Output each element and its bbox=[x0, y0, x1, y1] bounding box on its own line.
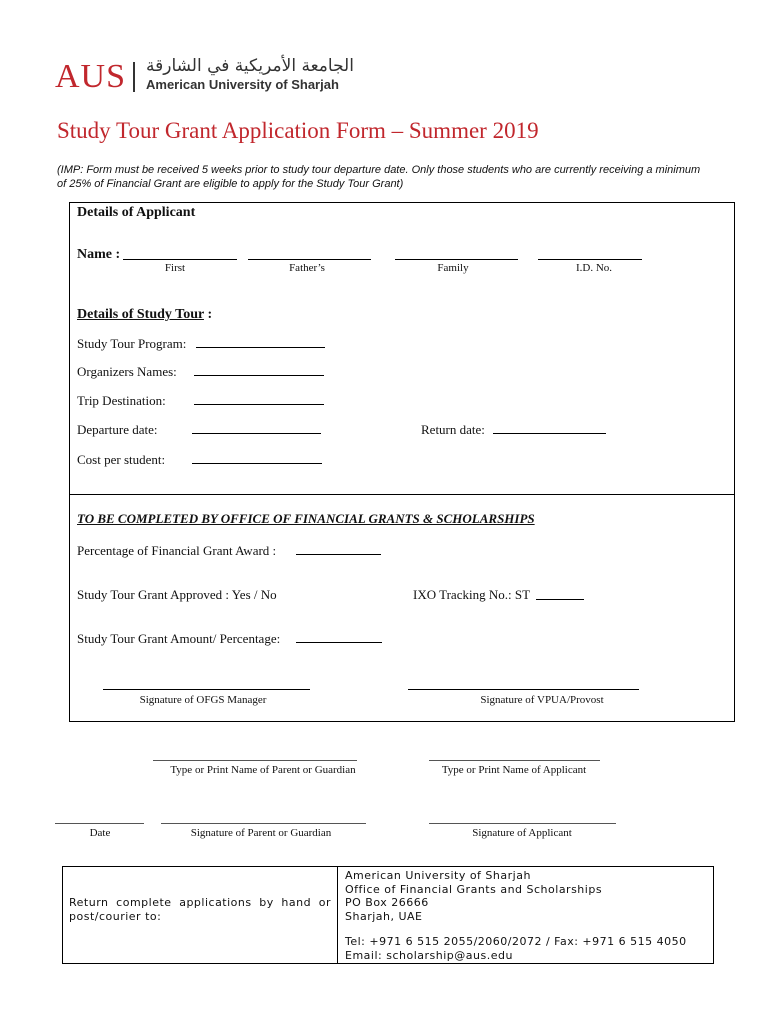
return-instruction: Return complete applications by hand or post/courier to: bbox=[69, 896, 331, 923]
applicant-name-line[interactable] bbox=[429, 760, 600, 761]
logo-divider bbox=[133, 62, 135, 92]
name-label: Name : bbox=[77, 247, 121, 262]
id-caption: I.D. No. bbox=[575, 262, 613, 274]
organizers-field[interactable] bbox=[194, 375, 324, 376]
cost-field[interactable] bbox=[192, 463, 322, 464]
fathers-name-field[interactable] bbox=[248, 259, 371, 260]
address-line-1: American University of Sharjah bbox=[345, 869, 531, 882]
address-block bbox=[345, 869, 602, 923]
office-box bbox=[69, 494, 735, 722]
logo-arabic-name: الجامعة الأمريكية في الشارقة bbox=[146, 56, 354, 76]
address-line-4: Sharjah, UAE bbox=[345, 909, 423, 923]
destination-field[interactable] bbox=[194, 404, 324, 405]
tour-heading bbox=[77, 307, 212, 323]
amount-label: Study Tour Grant Amount/ Percentage: bbox=[77, 631, 281, 646]
tel-fax: Tel: +971 6 515 2055/2060/2072 / Fax: +971 6 515 4050 bbox=[345, 935, 687, 948]
return-field[interactable] bbox=[493, 433, 606, 434]
fathers-caption: Father’s bbox=[289, 262, 325, 274]
office-heading: TO BE COMPLETED BY OFFICE OF FINANCIAL GRANTS & SCHOLARSHIPS bbox=[77, 511, 535, 526]
applicant-signature-line[interactable] bbox=[429, 823, 616, 824]
family-name-field[interactable] bbox=[395, 259, 518, 260]
ofgs-signature-line[interactable] bbox=[103, 689, 310, 690]
address-line-2: Office of Financial Grants and Scholarships bbox=[345, 882, 603, 896]
return-label: Return date: bbox=[421, 422, 485, 437]
cost-label: Cost per student: bbox=[77, 452, 166, 467]
vpua-signature-line[interactable] bbox=[408, 689, 639, 690]
percentage-label: Percentage of Financial Grant Award : bbox=[77, 543, 277, 558]
parent-name-caption: Type or Print Name of Parent or Guardian bbox=[170, 764, 356, 776]
departure-field[interactable] bbox=[192, 433, 321, 434]
address-line-3: PO Box 26666 bbox=[345, 896, 429, 909]
ixo-field[interactable] bbox=[536, 599, 584, 600]
first-caption: First bbox=[164, 262, 186, 274]
tour-heading-text: Details of Study Tour bbox=[77, 307, 204, 322]
ixo-label: IXO Tracking No.: ST bbox=[413, 587, 531, 602]
email[interactable]: Email: scholarship@aus.edu bbox=[345, 949, 513, 962]
form-title: Study Tour Grant Application Form – Summer 2019 bbox=[57, 118, 539, 143]
parent-name-line[interactable] bbox=[153, 760, 357, 761]
parent-signature-caption: Signature of Parent or Guardian bbox=[190, 827, 332, 839]
parent-signature-line[interactable] bbox=[161, 823, 366, 824]
program-label: Study Tour Program: bbox=[77, 336, 187, 351]
family-caption: Family bbox=[437, 262, 469, 274]
ofgs-signature-caption: Signature of OFGS Manager bbox=[139, 694, 267, 706]
destination-label: Trip Destination: bbox=[77, 393, 166, 408]
return-box-divider bbox=[337, 866, 338, 963]
important-note: (IMP: Form must be received 5 weeks prior to study tour departure date. Only those students who are currently receiving a minimum of 25% of Financial Grant are eligible to apply for the Study Tour Grant) bbox=[57, 164, 701, 190]
contact-block bbox=[345, 935, 687, 963]
departure-label: Departure date: bbox=[77, 422, 158, 437]
percentage-field[interactable] bbox=[296, 554, 381, 555]
applicant-signature-caption: Signature of Applicant bbox=[472, 827, 572, 839]
date-line[interactable] bbox=[55, 823, 144, 824]
vpua-signature-caption: Signature of VPUA/Provost bbox=[480, 694, 604, 706]
organizers-label: Organizers Names: bbox=[77, 364, 177, 379]
program-field[interactable] bbox=[196, 347, 325, 348]
first-name-field[interactable] bbox=[123, 259, 237, 260]
applicant-heading: Details of Applicant bbox=[77, 205, 196, 220]
date-caption: Date bbox=[89, 827, 111, 839]
approved-label: Study Tour Grant Approved : Yes / No bbox=[77, 587, 277, 602]
logo-english-name: American University of Sharjah bbox=[146, 77, 339, 92]
id-number-field[interactable] bbox=[538, 259, 642, 260]
amount-field[interactable] bbox=[296, 642, 382, 643]
tour-heading-colon: : bbox=[203, 307, 213, 322]
applicant-name-caption: Type or Print Name of Applicant bbox=[441, 764, 587, 776]
aus-logo-mark: AUS bbox=[55, 58, 127, 95]
